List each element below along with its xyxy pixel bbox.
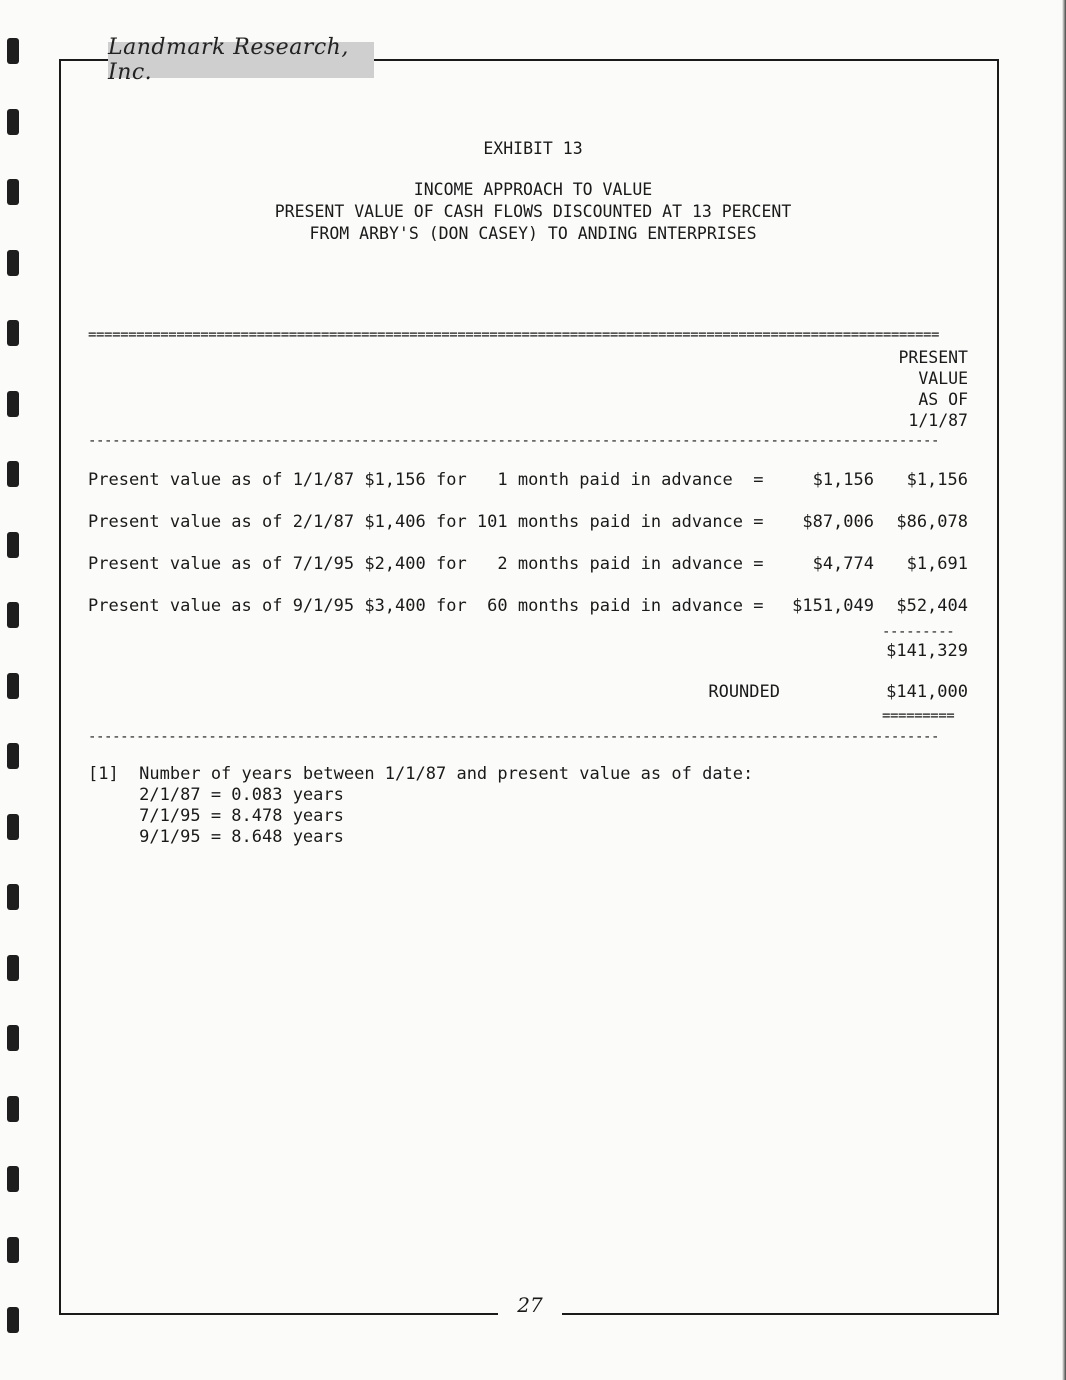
footnote-line: 2/1/87 = 0.083 years	[88, 785, 344, 805]
binder-hole	[7, 743, 19, 769]
rounded-value: $141,000	[886, 682, 968, 702]
binder-hole	[7, 602, 19, 628]
total-row	[88, 641, 968, 665]
rounded-label: ROUNDED	[708, 682, 780, 702]
binder-hole	[7, 1307, 19, 1333]
exhibit-title-line-1: INCOME APPROACH TO VALUE	[413, 180, 653, 199]
binder-hole	[7, 391, 19, 417]
column-header-line: VALUE	[918, 369, 968, 388]
binder-hole	[7, 38, 19, 64]
binder-hole	[7, 884, 19, 910]
binder-hole	[7, 1237, 19, 1263]
row-future-value: $87,006	[802, 512, 874, 532]
row-future-value: $4,774	[812, 554, 874, 574]
row-future-value: $1,156	[812, 470, 874, 490]
row-description: Present value as of 7/1/95 $2,400 for 2 months paid in advance =	[88, 554, 764, 574]
subtotal-rule: ---------	[882, 624, 955, 640]
binder-hole	[7, 673, 19, 699]
footnote-line: 7/1/95 = 8.478 years	[88, 806, 344, 826]
binder-hole	[7, 532, 19, 558]
total-value: $141,329	[886, 641, 968, 661]
binder-hole	[7, 1025, 19, 1051]
company-logo-text: Landmark Research, Inc.	[108, 35, 349, 85]
company-logo	[108, 35, 374, 85]
binder-hole	[7, 1166, 19, 1192]
table-row	[88, 554, 968, 578]
row-description: Present value as of 9/1/95 $3,400 for 60 months paid in advance =	[88, 596, 764, 616]
header-single-rule: ----------------------------------------------------------------------------------------------------------	[88, 434, 940, 448]
row-present-value: $86,078	[896, 512, 968, 532]
page-number: 27	[498, 1290, 562, 1320]
rounded-row	[88, 682, 968, 706]
binder-hole	[7, 320, 19, 346]
column-header-line: 1/1/87	[908, 411, 968, 430]
binder-hole	[7, 955, 19, 981]
table-top-double-rule: ==========================================================================================================	[88, 328, 940, 342]
footnote-line: 9/1/95 = 8.648 years	[88, 827, 344, 847]
exhibit-title-line-3: FROM ARBY'S (DON CASEY) TO ANDING ENTERPRISES	[309, 224, 757, 243]
binder-hole	[7, 1096, 19, 1122]
row-future-value: $151,049	[792, 596, 874, 616]
column-header-line: PRESENT	[898, 348, 968, 367]
exhibit-title-line-2: PRESENT VALUE OF CASH FLOWS DISCOUNTED AT 13 PERCENT	[274, 202, 792, 221]
footnote-line: [1] Number of years between 1/1/87 and present value as of date:	[88, 764, 754, 784]
row-description: Present value as of 1/1/87 $1,156 for 1 month paid in advance =	[88, 470, 764, 490]
row-present-value: $1,691	[906, 554, 968, 574]
exhibit-label: EXHIBIT 13	[483, 139, 583, 158]
rounded-double-rule: =========	[882, 708, 955, 724]
row-present-value: $1,156	[906, 470, 968, 490]
binder-hole	[7, 250, 19, 276]
column-header-line: AS OF	[918, 390, 968, 409]
row-description: Present value as of 2/1/87 $1,406 for 101 months paid in advance =	[88, 512, 764, 532]
table-row	[88, 512, 968, 536]
binder-hole	[7, 814, 19, 840]
binder-hole	[7, 109, 19, 135]
table-row	[88, 470, 968, 494]
table-bottom-rule: ----------------------------------------------------------------------------------------------------------	[88, 730, 940, 744]
binder-hole	[7, 461, 19, 487]
row-present-value: $52,404	[896, 596, 968, 616]
table-row	[88, 596, 968, 620]
column-header-present-value	[880, 347, 968, 431]
